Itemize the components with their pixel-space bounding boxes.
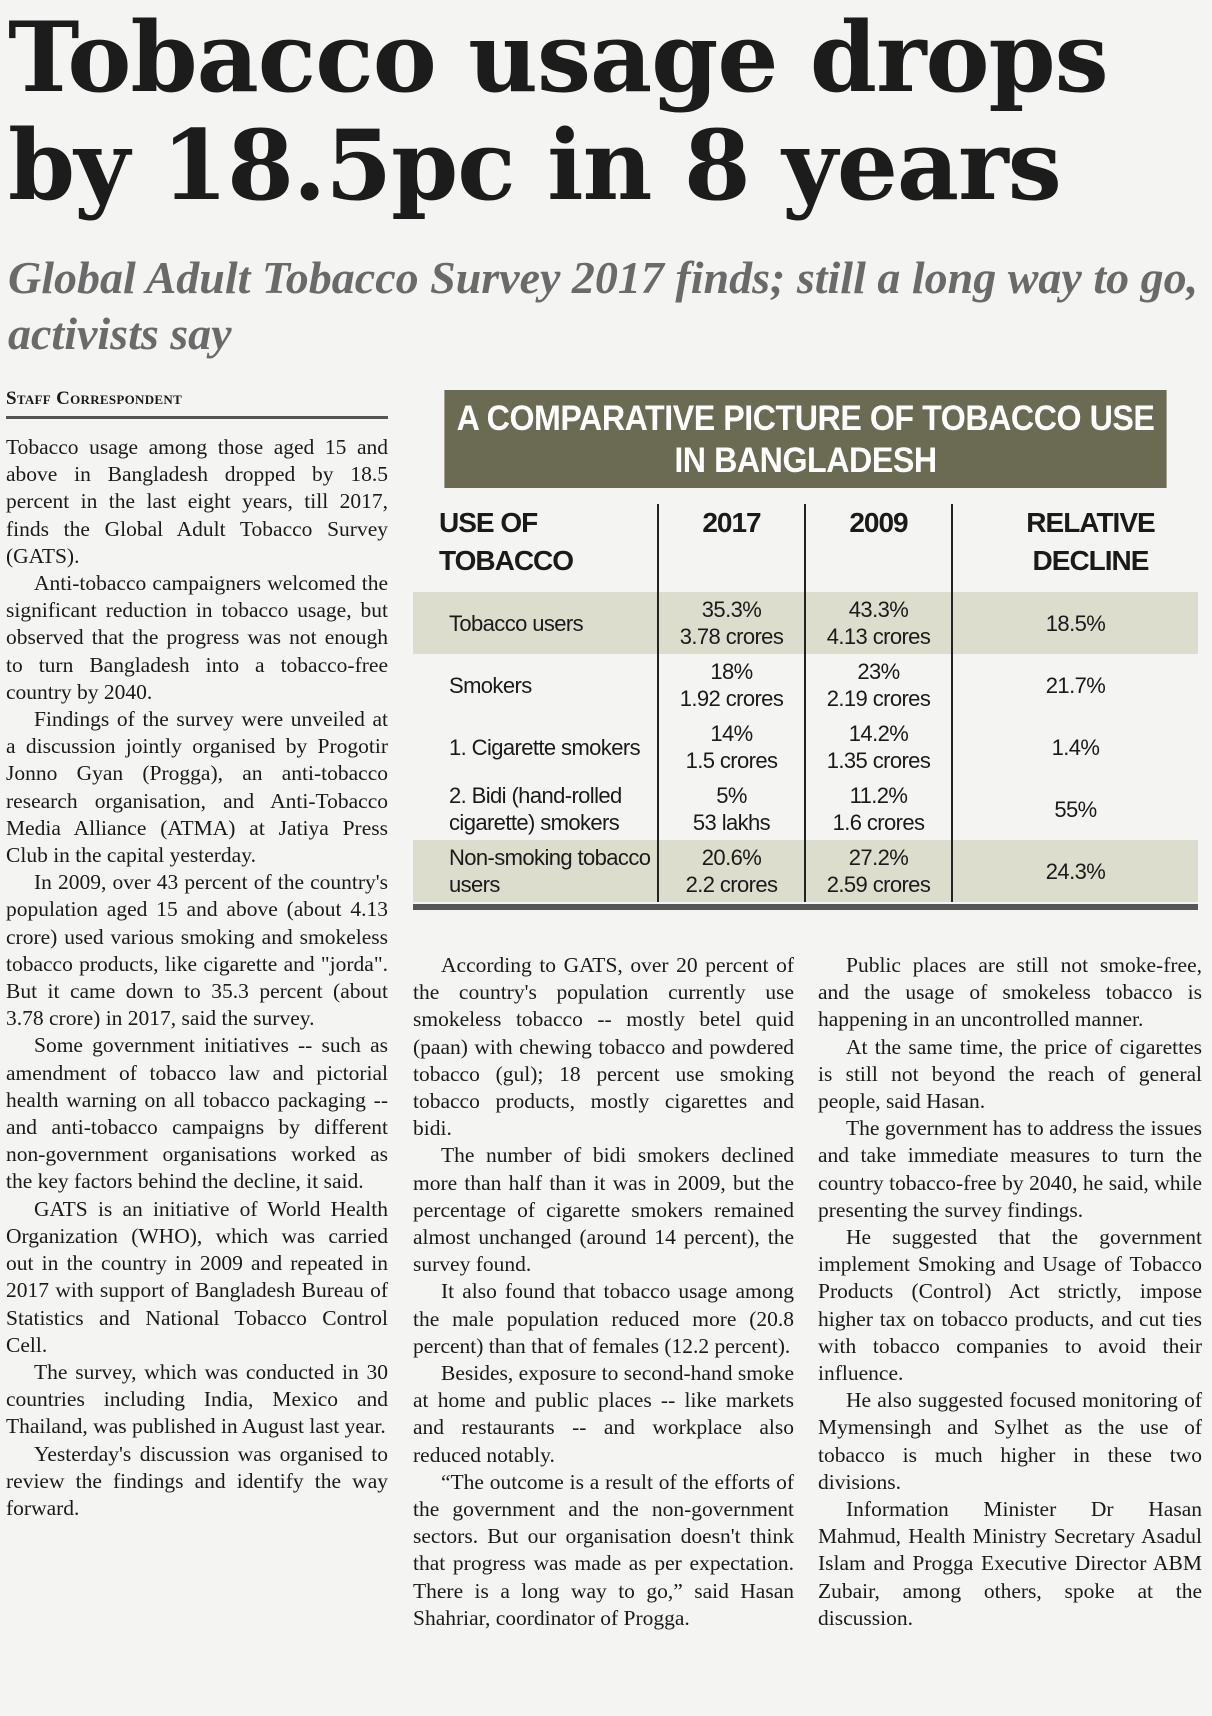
pct-2017: 20.6% — [701, 845, 762, 870]
paragraph: Besides, exposure to second-hand smoke at home and public places -- like markets and restaurants -- and workplace also reduced notably. — [413, 1361, 794, 1467]
cell-2017 — [658, 840, 805, 902]
paragraph: GATS is an initiative of World Health Organization (WHO), which was carried out in the country in 2009 and repeated in 2017 with support of Bangladesh Bureau of Statistics and National Tobacco Control Cell. — [6, 1196, 388, 1357]
pct-2009: 14.2% — [848, 721, 909, 746]
byline: Staff Correspondent — [6, 388, 388, 419]
comparison-table-box — [413, 390, 1198, 910]
subhead: Global Adult Tobacco Survey 2017 finds; still a long way to go, activists say — [8, 252, 1199, 359]
count-2009: 4.13 crores — [826, 624, 931, 649]
paragraph: He suggested that the government implement Smoking and Usage of Tobacco Products (Control) Act strictly, impose higher tax on tobacco products, and cut ties with tobacco companies to avoid their influence. — [818, 1225, 1202, 1386]
cell-decline: 21.7% — [952, 654, 1198, 716]
cell-2017 — [658, 716, 805, 778]
cell-decline: 18.5% — [952, 592, 1198, 654]
row-label: 1. Cigarette smokers — [449, 734, 640, 760]
paragraph: In 2009, over 43 percent of the country's population aged 15 and above (about 4.13 crore) used various smoking and smokeless tobacco products, like cigarette and "jorda". But it came down to 35.3 percent (about 3.78 crore) in 2017, said the survey. — [6, 870, 388, 1031]
cell-decline: 24.3% — [952, 840, 1198, 902]
paragraph: The number of bidi smokers declined more than half than it was in 2009, but the percentage of cigarette smokers remained almost unchanged (around 14 percent), the survey found. — [413, 1143, 794, 1277]
cell-2009 — [805, 716, 952, 778]
count-2009: 1.35 crores — [826, 748, 931, 773]
table-row — [413, 654, 1198, 716]
count-2009: 1.6 crores — [832, 810, 925, 835]
paragraph: At the same time, the price of cigarettes is still not beyond the reach of general people, said Hasan. — [818, 1034, 1202, 1114]
cell-2009 — [805, 592, 952, 654]
table-row — [413, 840, 1198, 902]
paragraph: He also suggested focused monitoring of Mymensingh and Sylhet as the use of tobacco is much higher in these two divisions. — [818, 1388, 1202, 1494]
body-column-3 — [818, 952, 1202, 1632]
row-label: Tobacco users — [413, 592, 658, 654]
comparison-table — [413, 504, 1198, 902]
count-2017: 1.5 crores — [685, 748, 778, 773]
paragraph: Yesterday's discussion was organised to review the findings and identify the way forward. — [6, 1441, 388, 1520]
count-2009: 2.19 crores — [826, 686, 931, 711]
count-2017: 2.2 crores — [685, 872, 778, 897]
paragraph: The government has to address the issues and take immediate measures to turn the country tobacco-free by 2040, he said, while presenting the survey findings. — [818, 1116, 1202, 1222]
table-title: A COMPARATIVE PICTURE OF TOBACCO USE IN BANGLADESH — [444, 390, 1166, 488]
cell-2009 — [805, 778, 952, 840]
count-2017: 53 lakhs — [692, 810, 771, 835]
column-header: USE OF TOBACCO — [439, 507, 574, 576]
count-2017: 3.78 crores — [679, 624, 784, 649]
cell-decline: 55% — [952, 778, 1198, 840]
pct-2017: 35.3% — [701, 597, 762, 622]
table-bottom-rule — [413, 904, 1198, 910]
headline: Tobacco usage drops by 18.5pc in 8 years — [8, 1, 1108, 222]
column-header: RELATIVE DECLINE — [952, 504, 1198, 592]
pct-2017: 18% — [710, 659, 753, 684]
body-column-1 — [6, 434, 388, 1522]
row-label: 2. Bidi (hand-rolled cigarette) smokers — [449, 783, 622, 835]
paragraph: “The outcome is a result of the efforts of the government and the non-government sectors. But our organisation doesn't think that progress was made as per expectation. There is a long way to go,” said Hasan Shahriar, coordinator of Progga. — [413, 1469, 794, 1630]
cell-2017 — [658, 778, 805, 840]
cell-2017 — [658, 654, 805, 716]
cell-2009 — [805, 840, 952, 902]
paragraph: Findings of the survey were unveiled at a discussion jointly organised by Progotir Jonno Gyan (Progga), an anti-tobacco research organisation, and Anti-Tobacco Media Alliance (ATMA) at Jatiya Press Club in the capital yesterday. — [6, 707, 388, 868]
column-header: 2017 — [658, 504, 805, 592]
cell-decline: 1.4% — [952, 716, 1198, 778]
body-column-2 — [413, 952, 794, 1632]
paragraph: Information Minister Dr Hasan Mahmud, Health Ministry Secretary Asadul Islam and Progga Executive Director ABM Zubair, among others, spoke at the discussion. — [818, 1497, 1202, 1630]
pct-2017: 5% — [716, 783, 747, 808]
paragraph: Some government initiatives -- such as amendment of tobacco law and pictorial health warning on all tobacco packaging -- and anti-tobacco campaigns by different non-government organisations worked as the key factors behind the decline, it said. — [6, 1033, 388, 1194]
paragraph: The survey, which was conducted in 30 countries including India, Mexico and Thailand, was published in August last year. — [6, 1359, 388, 1439]
paragraph: According to GATS, over 20 percent of the country's population currently use smokeless tobacco -- mostly betel quid (paan) with chewing tobacco and powdered tobacco (gul); 18 percent use smoking tobacco products, mostly cigarettes and bidi. — [413, 953, 794, 1141]
pct-2009: 43.3% — [848, 597, 909, 622]
row-label: Non-smoking tobacco users — [413, 840, 658, 902]
table-row — [413, 592, 1198, 654]
pct-2017: 14% — [710, 721, 753, 746]
paragraph: Anti-tobacco campaigners welcomed the significant reduction in tobacco usage, but observed that the progress was not enough to turn Bangladesh into a tobacco-free country by 2040. — [6, 571, 388, 704]
row-label: Smokers — [449, 672, 532, 698]
cell-2017 — [658, 592, 805, 654]
count-2017: 1.92 crores — [679, 686, 784, 711]
table-row — [413, 716, 1198, 778]
cell-2009 — [805, 654, 952, 716]
pct-2009: 27.2% — [848, 845, 909, 870]
paragraph: Tobacco usage among those aged 15 and above in Bangladesh dropped by 18.5 percent in the last eight years, till 2017, finds the Global Adult Tobacco Survey (GATS). — [6, 435, 388, 568]
table-row — [413, 778, 1198, 840]
count-2009: 2.59 crores — [826, 872, 931, 897]
paragraph: It also found that tobacco usage among the male population reduced more (20.8 percent) than that of females (12.2 percent). — [413, 1279, 794, 1358]
pct-2009: 23% — [857, 659, 900, 684]
column-header: 2009 — [805, 504, 952, 592]
pct-2009: 11.2% — [849, 783, 908, 808]
paragraph: Public places are still not smoke-free, and the usage of smokeless tobacco is happening in an uncontrolled manner. — [818, 953, 1202, 1032]
